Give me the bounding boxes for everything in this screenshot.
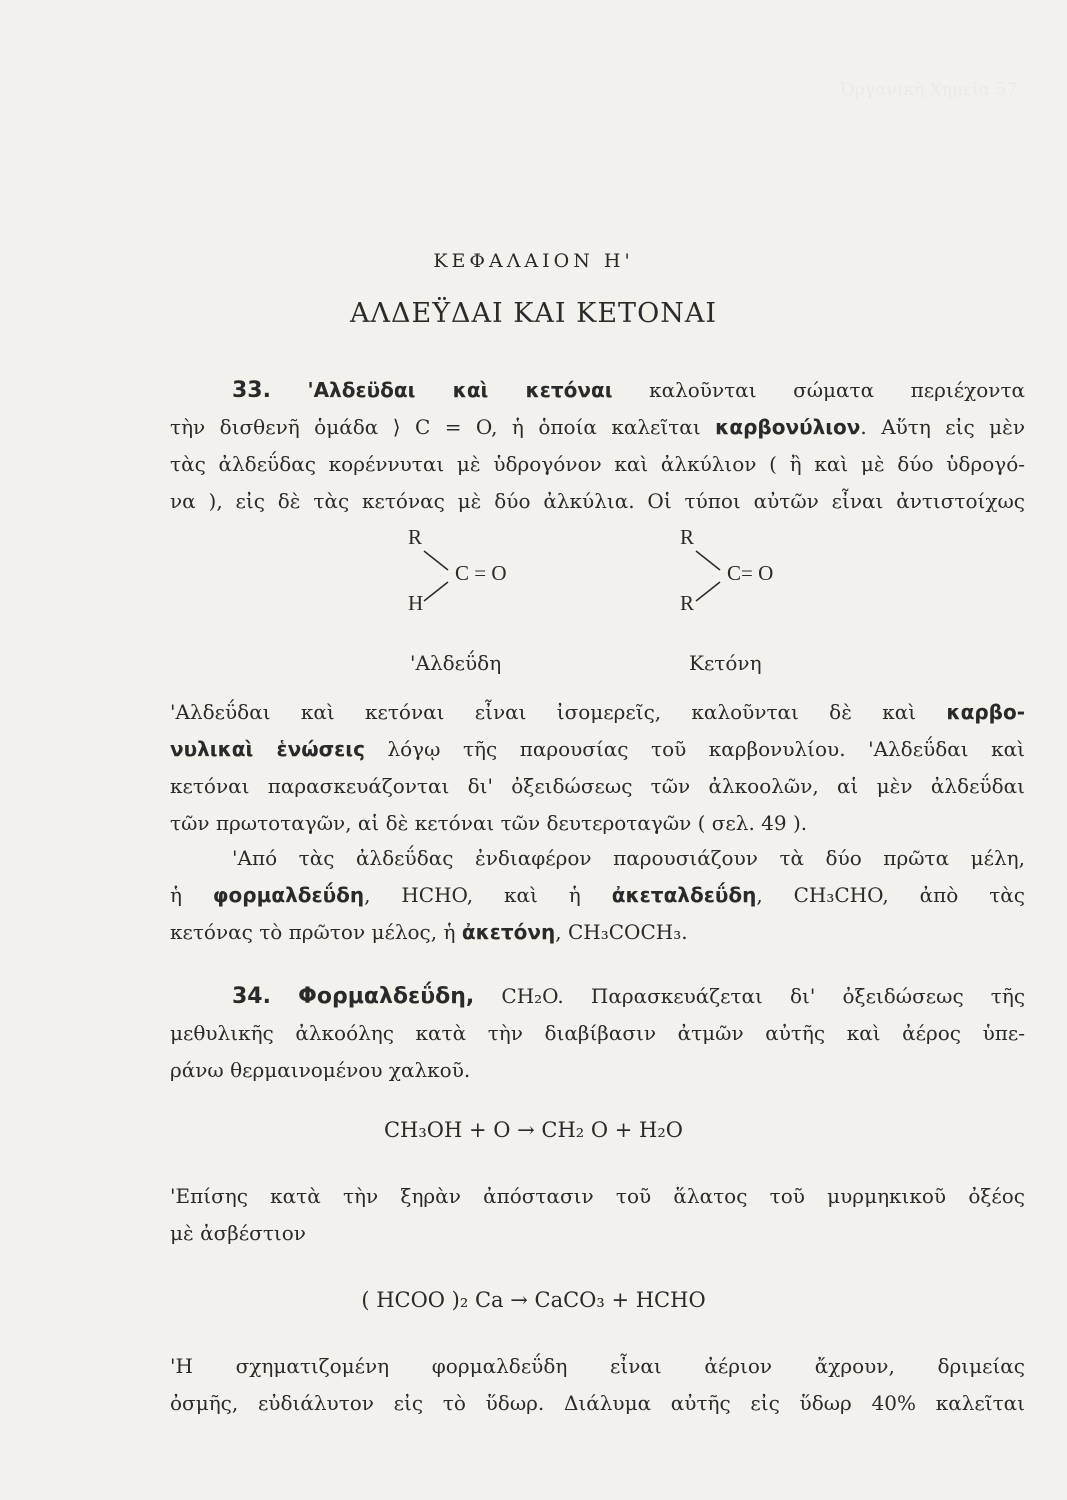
isomer-line-2b: λόγῳ τῆς παρουσίας τοῦ καρβονυλίου. 'Αλδεΰδαι καὶ <box>387 737 1025 761</box>
section-33-line-4: να ), εἰς δὲ τὰς κετόνας μὲ δύο ἀλκύλια. Οἱ τύποι αὐτῶν εἶναι ἀντιστοίχως <box>170 489 1025 513</box>
section-34-line-1 <box>170 978 1025 1015</box>
dry-distillation-line-1: 'Επίσης κατὰ τὴν ξηρὰν ἀπόστασιν τοῦ ἅλατος τοῦ μυρμηκικοῦ ὀξέος <box>170 1184 1025 1208</box>
equation-methanol-oxidation: CH₃OH + O → CH₂ O + H₂O <box>383 1118 684 1142</box>
isomer-paragraph <box>170 694 1025 842</box>
aldehyde-structure <box>408 525 507 675</box>
section-33-line-1 <box>170 372 1025 409</box>
ketone-carbonyl: C= O <box>727 561 774 585</box>
isomer-line-1a: 'Αλδεΰδαι καὶ κετόναι εἶναι ἰσομερεῖς, καλοῦνται δὲ καὶ <box>170 700 917 724</box>
section-33-line-2a: τὴν δισθενῆ ὁμάδα ⟩ C = O, ἡ ὁποία καλεῖται <box>170 415 701 439</box>
members-line-3b: , CH₃COCH₃. <box>555 920 688 944</box>
aldehyde-bottom-atom: H <box>408 591 424 615</box>
dry-distillation-line-2: μὲ ἀσβέστιον <box>170 1221 306 1245</box>
ketone-top-atom: R <box>680 525 695 549</box>
members-line-2 <box>170 877 1025 914</box>
properties-line-1: 'Η σχηματιζομένη φορμαλδεΰδη εἶναι ἀέριον ἄχρουν, δριμείας <box>170 1354 1025 1378</box>
aldehyde-caption: 'Αλδεΰδη <box>410 651 502 675</box>
bleed-through-header: Ὀργανικὴ Χημεία 57 <box>840 80 1017 100</box>
equation-calcium-formate: ( HCOO )₂ Ca → CaCO₃ + HCHO <box>361 1288 706 1312</box>
ketone-caption: Κετόνη <box>689 651 762 675</box>
properties-paragraph <box>170 1348 1025 1422</box>
dry-distillation-paragraph <box>170 1178 1025 1252</box>
term-carbonyl: καρβονύλιον <box>715 415 861 439</box>
isomer-line-1 <box>170 694 1025 731</box>
ketone-structure <box>680 525 773 675</box>
isomer-line-2 <box>170 731 1025 768</box>
section-34-heading: Φορμαλδεΰδη, <box>298 984 475 1009</box>
term-carbonyl-compounds-a: καρβο- <box>946 700 1025 724</box>
ketone-bottom-atom: R <box>680 591 695 615</box>
members-line-3a: κετόνας τὸ πρῶτον μέλος, ἡ <box>170 920 456 944</box>
isomer-line-3: κετόναι παρασκευάζονται δι' ὀξειδώσεως τῶν ἀλκοολῶν, αἱ μὲν ἀλδεΰδαι <box>170 774 1025 798</box>
isomer-line-4: τῶν πρωτοταγῶν, αἱ δὲ κετόναι τῶν δευτεροταγῶν ( σελ. 49 ). <box>170 811 808 835</box>
members-paragraph <box>170 840 1025 951</box>
section-33-line-2b: . Αὕτη εἰς μὲν <box>860 415 1026 439</box>
term-formaldehyde: φορμαλδεΰδη <box>212 883 365 907</box>
section-33-paragraph <box>170 372 1025 520</box>
chapter-title: ΑΛΔΕΫΔΑΙ ΚΑΙ ΚΕΤΟΝΑΙ <box>349 298 717 329</box>
section-33-line-2 <box>170 409 1025 446</box>
structural-formulas <box>0 520 1067 690</box>
section-33-number: 33. <box>232 378 271 403</box>
members-line-3 <box>170 914 1025 951</box>
section-33-line-3: τὰς ἀλδεΰδας κορέννυται μὲ ὑδρογόνον καὶ ἀλκύλιον ( ἢ καὶ μὲ δύο ὑδρογό- <box>170 452 1025 476</box>
section-34-paragraph <box>170 978 1025 1089</box>
section-34-line-1-text: CH₂O. Παρασκευάζεται δι' ὀξειδώσεως τῆς <box>501 984 1026 1008</box>
members-line-2a: ἡ <box>170 883 182 907</box>
aldehyde-carbonyl: C = O <box>455 561 507 585</box>
aldehyde-top-atom: R <box>408 525 423 549</box>
term-carbonyl-compounds-b: νυλικαὶ ἑνώσεις <box>170 737 365 761</box>
chapter-label: ΚΕΦΑΛΑΙΟΝ Η' <box>433 250 634 272</box>
members-line-2c: , CH₃CHO, ἀπὸ τὰς <box>756 883 1025 907</box>
properties-line-2: ὀσμῆς, εὐδιάλυτον εἰς τὸ ὕδωρ. Διάλυμα αὐτῆς εἰς ὕδωρ 40% καλεῖται <box>170 1391 1025 1415</box>
section-34-line-2: μεθυλικῆς ἀλκοόλης κατὰ τὴν διαβίβασιν ἀτμῶν αὐτῆς καὶ ἀέρος ὑπε- <box>170 1021 1025 1045</box>
term-acetone: ἀκετόνη <box>461 920 556 944</box>
section-34-line-3: ράνω θερμαινομένου χαλκοῦ. <box>170 1058 471 1082</box>
term-acetaldehyde: ἀκεταλδεΰδη <box>611 883 757 907</box>
section-34-number: 34. <box>232 984 271 1009</box>
members-line-1: 'Από τὰς ἀλδεΰδας ἐνδιαφέρον παρουσιάζουν τὰ δύο πρῶτα μέλη, <box>232 846 1025 870</box>
section-33-line-1-text: καλοῦνται σώματα περιέχοντα <box>649 378 1026 402</box>
members-line-2b: , HCHO, καὶ ἡ <box>364 883 581 907</box>
section-33-heading: 'Αλδεϋδαι καὶ κετόναι <box>307 378 613 402</box>
